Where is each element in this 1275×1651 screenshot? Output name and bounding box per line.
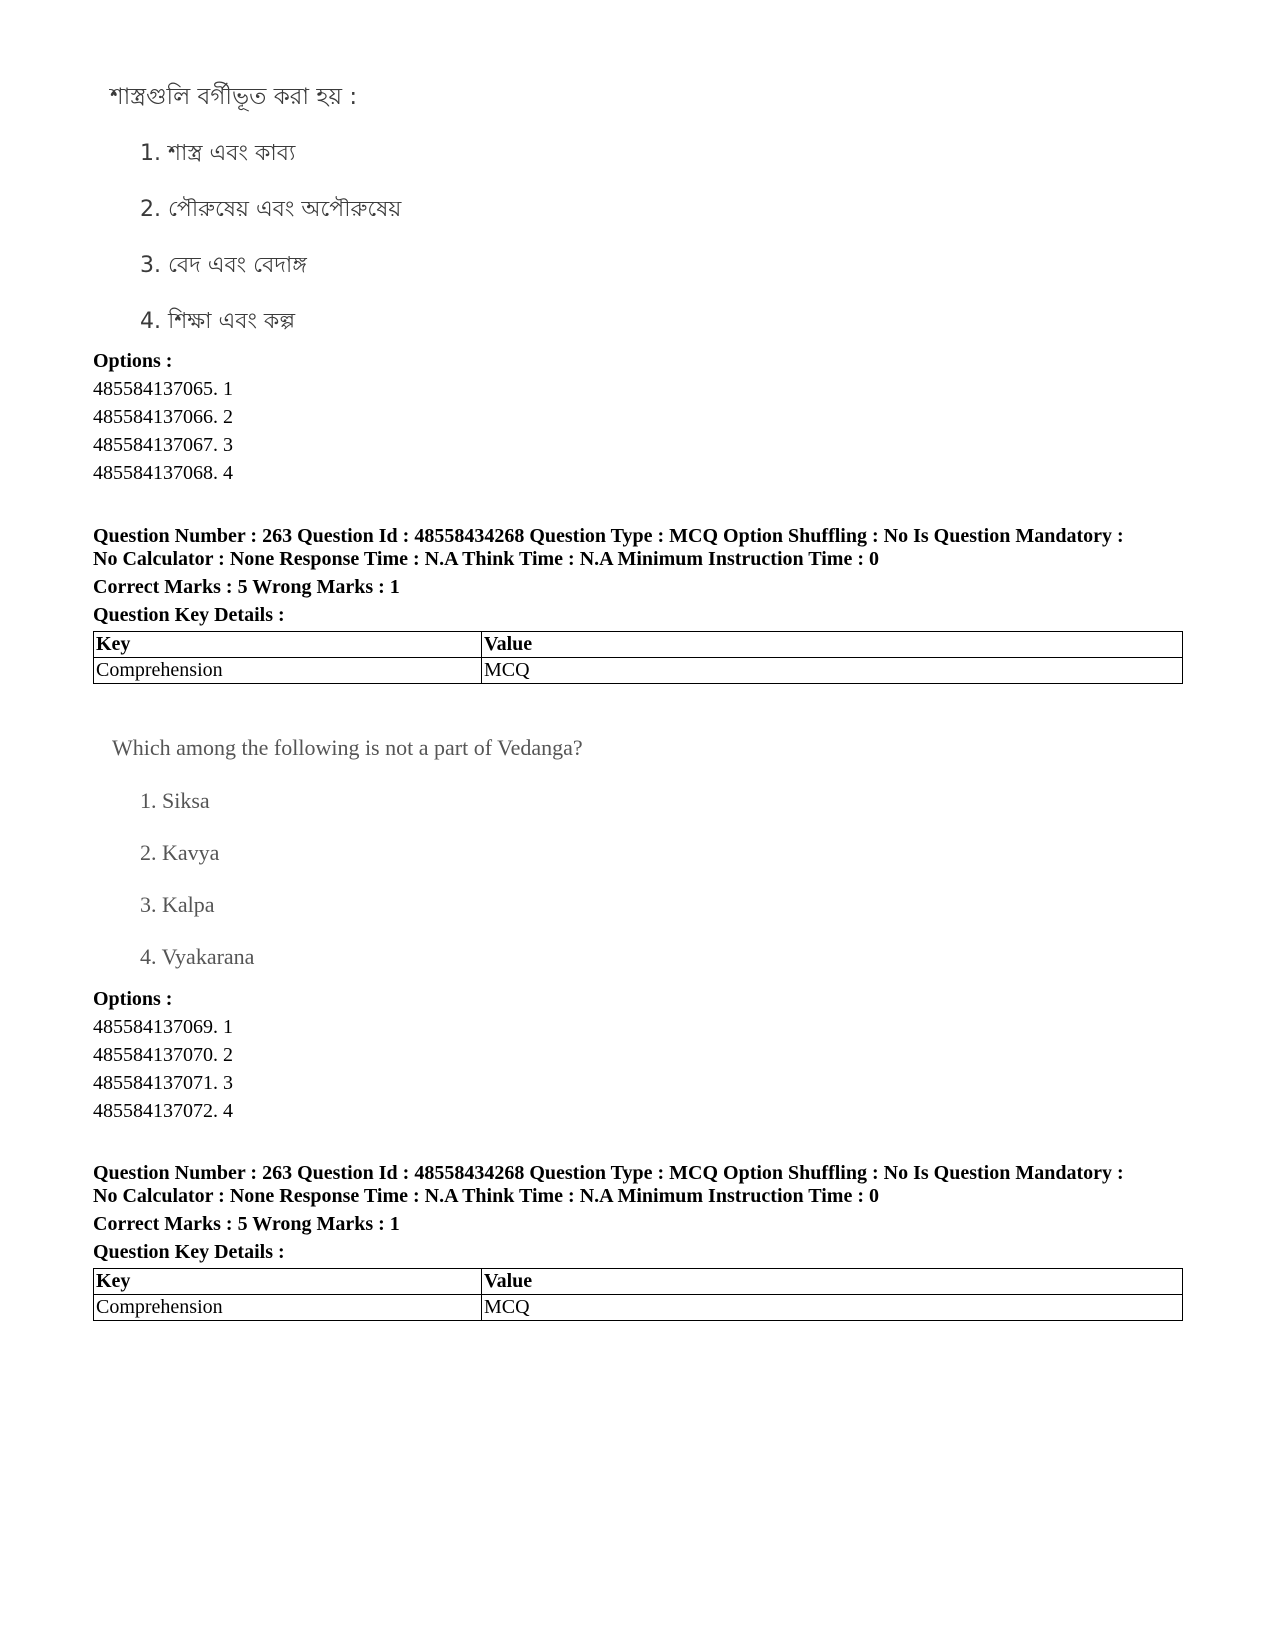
choice-1: 1. শাস্ত্র এবং কাব্য	[140, 141, 296, 166]
option-id-4: 485584137072. 4	[93, 1100, 233, 1122]
question-stem: Which among the following is not a part of Vedanga?	[112, 735, 583, 760]
table-cell-value: MCQ	[482, 658, 1183, 684]
option-id-2: 485584137066. 2	[93, 406, 233, 428]
table-header-row	[94, 632, 1183, 658]
choice-4: 4. Vyakarana	[140, 944, 255, 969]
table-header-row	[94, 1269, 1183, 1295]
table-header-key: Key	[94, 1269, 482, 1295]
options-label: Options :	[93, 988, 173, 1010]
option-id-1: 485584137069. 1	[93, 1016, 233, 1038]
option-id-1: 485584137065. 1	[93, 378, 233, 400]
option-id-2: 485584137070. 2	[93, 1044, 233, 1066]
table-header-value: Value	[482, 1269, 1183, 1295]
marks-line: Correct Marks : 5 Wrong Marks : 1	[93, 576, 400, 598]
question-meta-line-2: No Calculator : None Response Time : N.A Think Time : N.A Minimum Instruction Time : 0	[93, 1185, 879, 1207]
table-cell-key: Comprehension	[94, 1295, 482, 1321]
table-row	[94, 658, 1183, 684]
choice-3: 3. Kalpa	[140, 892, 215, 917]
choice-4: 4. শিক্ষা এবং কল্প	[140, 309, 296, 334]
question-meta-line-1: Question Number : 263 Question Id : 48558434268 Question Type : MCQ Option Shuffling : No Is Question Mandatory :	[93, 525, 1124, 547]
option-id-3: 485584137067. 3	[93, 434, 233, 456]
table-header-key: Key	[94, 632, 482, 658]
key-details-label: Question Key Details :	[93, 1241, 285, 1263]
choice-2: 2. Kavya	[140, 840, 220, 865]
key-details-table	[93, 1268, 1183, 1321]
key-details-label: Question Key Details :	[93, 604, 285, 626]
marks-line: Correct Marks : 5 Wrong Marks : 1	[93, 1213, 400, 1235]
choice-3: 3. বেদ এবং বেদাঙ্গ	[140, 253, 307, 278]
table-cell-key: Comprehension	[94, 658, 482, 684]
table-cell-value: MCQ	[482, 1295, 1183, 1321]
question-meta	[93, 1162, 1193, 1208]
table-row	[94, 1295, 1183, 1321]
options-label: Options :	[93, 350, 173, 372]
key-details-table	[93, 631, 1183, 684]
question-stem-bengali: শাস্ত্রগুলি বর্গীভূত করা হয় :	[110, 84, 358, 110]
question-meta-line-2: No Calculator : None Response Time : N.A Think Time : N.A Minimum Instruction Time : 0	[93, 548, 879, 570]
choice-2: 2. পৌরুষেয় এবং অপৌরুষেয়	[140, 197, 402, 222]
question-meta-line-1: Question Number : 263 Question Id : 48558434268 Question Type : MCQ Option Shuffling : No Is Question Mandatory :	[93, 1162, 1124, 1184]
option-id-3: 485584137071. 3	[93, 1072, 233, 1094]
option-id-4: 485584137068. 4	[93, 462, 233, 484]
table-header-value: Value	[482, 632, 1183, 658]
question-meta	[93, 525, 1193, 571]
choice-1: 1. Siksa	[140, 788, 210, 813]
